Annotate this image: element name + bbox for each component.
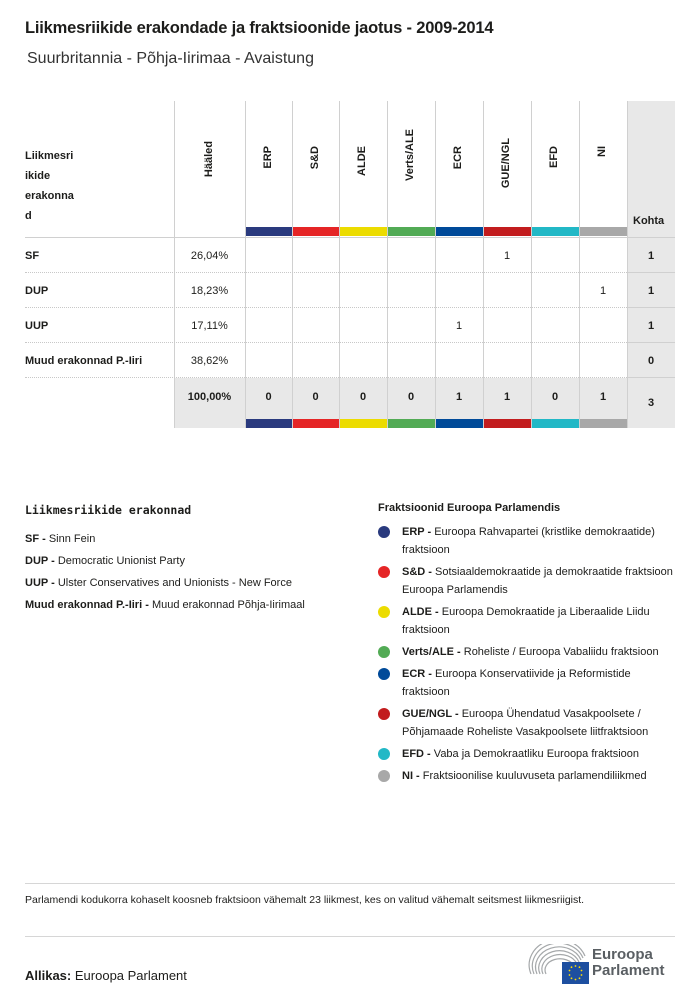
group-header: GUE/NGL <box>500 138 512 189</box>
ep-logo <box>528 944 678 986</box>
seat-cell <box>483 273 531 308</box>
row-total-cell: 1 <box>647 319 655 332</box>
total-seat-cell: 0 <box>551 391 559 403</box>
total-seat-cell: 0 <box>407 391 415 403</box>
group-legend-item <box>378 665 678 701</box>
seat-cell <box>387 238 435 273</box>
votes-cell: 38,62% <box>190 354 229 367</box>
party-abbr: DUP - <box>25 555 55 567</box>
total-header: Kohta <box>633 215 665 227</box>
group-color-dot-icon <box>378 606 390 618</box>
row-header <box>25 146 145 226</box>
group-color-bar <box>388 419 435 428</box>
group-header: NI <box>596 146 608 157</box>
group-header: S&D <box>308 146 321 170</box>
group-abbr: NI - <box>402 770 420 782</box>
seat-cell: 1 <box>455 319 463 332</box>
row-header-line: d <box>25 210 32 222</box>
group-color-bar <box>340 419 387 428</box>
seat-cell <box>292 238 339 273</box>
total-seat-cell: 0 <box>265 391 272 403</box>
group-color-dot-icon <box>378 770 390 782</box>
group-legend-title: Fraktsioonid Euroopa Parlamendis <box>378 502 561 514</box>
group-full-name: Euroopa Rahvapartei (kristlike demokraatide) fraktsioon <box>402 526 655 556</box>
group-color-bar <box>484 227 531 236</box>
group-legend-item <box>378 563 678 599</box>
group-legend-item <box>378 603 678 639</box>
party-name: DUP <box>25 284 49 297</box>
seat-cell <box>292 343 339 378</box>
group-color-dot-icon <box>378 526 390 538</box>
seat-cell <box>339 273 387 308</box>
seat-cell <box>387 273 435 308</box>
party-legend-item <box>25 528 305 550</box>
row-total-cell: 0 <box>647 354 655 367</box>
party-full-name: Democratic Unionist Party <box>57 555 185 567</box>
group-abbr: S&D - <box>402 566 432 578</box>
group-legend-item <box>378 643 678 661</box>
group-legend-item <box>378 767 678 785</box>
logo-line: Parlament <box>592 962 665 979</box>
group-color-dot-icon <box>378 646 390 658</box>
page-subtitle: Suurbritannia - Põhja-Iirimaa - Avaistung <box>27 50 314 67</box>
page-title: Liikmesriikide erakondade ja fraktsioonide jaotus - 2009-2014 <box>25 19 494 37</box>
group-full-name: Roheliste / Euroopa Vabaliidu fraktsioon <box>463 646 659 658</box>
seat-cell <box>339 238 387 273</box>
party-name: Muud erakonnad P.-Iiri <box>25 354 143 367</box>
seat-cell <box>292 308 339 343</box>
source <box>25 968 187 983</box>
group-color-bar <box>532 227 579 236</box>
row-total-cell: 1 <box>647 249 655 262</box>
group-header: ECR <box>452 146 464 170</box>
group-legend-item <box>378 705 678 741</box>
seat-cell <box>579 343 627 378</box>
seat-cell <box>435 238 483 273</box>
seat-cell <box>483 343 531 378</box>
row-header-line: ikide <box>25 170 51 182</box>
seat-cell <box>483 308 531 343</box>
group-full-name: Sotsiaaldemokraatide ja demokraatide fraktsioon Euroopa Parlamendis <box>402 566 673 596</box>
seat-cell <box>387 308 435 343</box>
group-full-name: Fraktsioonilise kuuluvuseta parlamendiliikmed <box>422 770 647 782</box>
group-header: Verts/ALE <box>404 129 416 181</box>
group-legend-item <box>378 745 678 763</box>
party-legend-title: Liikmesriikide erakonnad <box>25 503 192 517</box>
group-color-bar <box>293 227 339 236</box>
total-seat-cell: 1 <box>503 391 511 403</box>
seat-cell <box>531 238 579 273</box>
seat-cell <box>245 343 292 378</box>
row-header-line: Liikmesri <box>25 150 74 162</box>
group-header: ERP <box>261 146 274 169</box>
seat-cell: 1 <box>503 249 511 262</box>
group-color-bar <box>580 227 627 236</box>
group-color-bar <box>580 419 627 428</box>
group-header: EFD <box>548 146 560 168</box>
party-abbr: SF - <box>25 533 46 545</box>
party-legend <box>25 503 305 616</box>
seat-cell <box>435 343 483 378</box>
votes-cell: 18,23% <box>190 284 229 297</box>
party-abbr: Muud erakonnad P.-Iiri - <box>25 599 149 611</box>
seat-cell: 1 <box>599 284 607 297</box>
group-color-dot-icon <box>378 566 390 578</box>
party-legend-item <box>25 550 305 572</box>
party-full-name: Sinn Fein <box>48 533 96 545</box>
party-legend-item <box>25 594 305 616</box>
seat-cell <box>292 273 339 308</box>
group-color-bar <box>532 419 579 428</box>
seat-cell <box>531 343 579 378</box>
party-full-name: Ulster Conservatives and Unionists - New Force <box>57 577 292 589</box>
seat-cell <box>245 238 292 273</box>
group-color-dot-icon <box>378 748 390 760</box>
seat-cell <box>339 308 387 343</box>
grand-total-cell: 3 <box>647 397 655 409</box>
group-full-name: Euroopa Konservatiivide ja Reformistide fraktsioon <box>402 668 631 698</box>
row-header-line: erakonna <box>25 190 74 202</box>
parliament-hemicycle-icon <box>528 944 590 986</box>
votes-header: Hääled <box>202 141 215 178</box>
party-legend-item <box>25 572 305 594</box>
group-color-bar <box>293 419 339 428</box>
party-name: UUP <box>25 319 49 332</box>
seat-cell <box>245 273 292 308</box>
party-name: SF <box>25 249 40 262</box>
seat-cell <box>245 308 292 343</box>
total-seat-cell: 1 <box>455 391 463 403</box>
votes-cell: 26,04% <box>190 249 229 262</box>
total-seat-cell: 0 <box>359 391 367 403</box>
group-abbr: ALDE - <box>402 606 439 618</box>
logo-text <box>592 947 665 979</box>
divider <box>25 883 675 884</box>
group-header: ALDE <box>356 146 368 176</box>
group-legend-item <box>378 523 678 559</box>
group-full-name: Vaba ja Demokraatliku Euroopa fraktsioon <box>433 748 640 760</box>
total-votes-cell: 100,00% <box>187 391 232 403</box>
group-full-name: Euroopa Ühendatud Vasakpoolsete / Põhjamaade Roheliste Vasakpoolsete liitfraktsioon <box>402 708 649 738</box>
group-color-bar <box>484 419 531 428</box>
group-abbr: ERP - <box>402 526 432 538</box>
group-color-bar <box>246 419 292 428</box>
seat-cell <box>579 238 627 273</box>
group-abbr: Verts/ALE - <box>402 646 461 658</box>
row-total-cell: 1 <box>647 284 655 297</box>
divider <box>25 936 675 937</box>
group-color-bar <box>340 227 387 236</box>
group-full-name: Euroopa Demokraatide ja Liberaalide Liidu fraktsioon <box>402 606 650 636</box>
total-seat-cell: 0 <box>312 391 319 403</box>
party-abbr: UUP - <box>25 577 55 589</box>
total-seat-cell: 1 <box>599 391 607 403</box>
group-color-bar <box>246 227 292 236</box>
source-label: Allikas: <box>25 968 72 983</box>
group-color-dot-icon <box>378 708 390 720</box>
group-color-bar <box>436 419 483 428</box>
group-color-bar <box>436 227 483 236</box>
group-abbr: ECR - <box>402 668 432 680</box>
group-abbr: EFD - <box>402 748 431 760</box>
footnote: Parlamendi kodukorra kohaselt koosneb fraktsioon vähemalt 23 liikmest, kes on valitud vähemalt seitsmest liikmesriigist. <box>25 894 585 906</box>
seat-cell <box>531 308 579 343</box>
group-legend <box>378 502 678 789</box>
seat-cell <box>435 273 483 308</box>
logo-line: Euroopa <box>592 946 653 963</box>
group-color-bar <box>388 227 435 236</box>
seat-cell <box>387 343 435 378</box>
group-color-dot-icon <box>378 668 390 680</box>
group-abbr: GUE/NGL - <box>402 708 459 720</box>
seat-cell <box>579 308 627 343</box>
seat-cell <box>339 343 387 378</box>
party-full-name: Muud erakonnad Põhja-Iirimaal <box>151 599 305 611</box>
seat-cell <box>531 273 579 308</box>
source-value: Euroopa Parlament <box>74 968 187 983</box>
votes-cell: 17,11% <box>191 319 228 332</box>
